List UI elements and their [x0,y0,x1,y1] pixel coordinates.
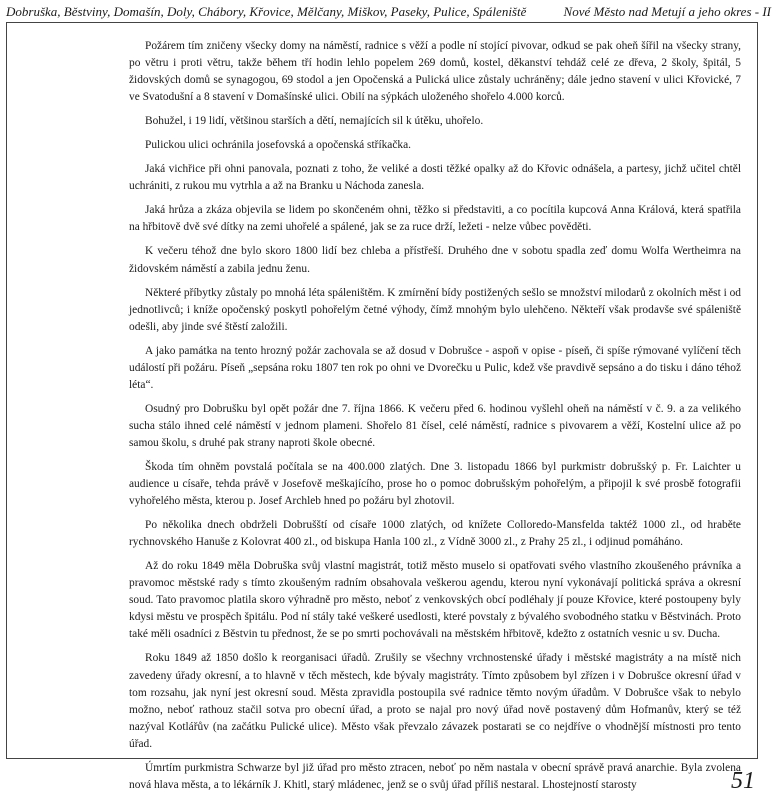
paragraph-3: Pulickou ulici ochránila josefovská a opočenská stříkačka. [145,139,412,152]
paragraph-5: Jaká hrůza a zkáza objevila se lidem po skončeném ohni, těžko si představiti, a co pocítila kupcová Anna Králová, která spatřila na hřbitově dvě své dítky na zemi uhořelé a spálené, jak se za ruce drží, ležeti - nelze vůbec pověděti. [129,204,741,234]
paragraph-4: Jaká vichřice při ohni panovala, poznati z toho, že veliké a dosti těžké opalky až do Křovic odnášela, a partesy, jichž učitel chtěl uchrániti, z rukou mu vytrhla a až na Branku u Náchoda zanesla. [129,163,741,193]
paragraph-9: Osudný pro Dobrušku byl opět požár dne 7. října 1866. K večeru před 6. hodinou vyšlehl oheň na náměstí v č. 9. a za velikého sucha stálo ihned celé náměstí v jednom plameni. Shořelo 81 čísel, celé náměstí, radnice s pivovarem a věží, Kostelní ulice až po samou školu, s druhé pak strany naproti škole obecné. [129,402,741,449]
paragraph-2: Bohužel, i 19 lidí, většinou starších a dětí, nemajících sil k útěku, uhořelo. [145,115,484,128]
paragraph-1: Požárem tím zničeny všecky domy na náměstí, radnice s věží a podle ní stojící pivovar, odkud se pak oheň šířil na všecky strany, po větru i proti větru, takže během tří hodin lehlo popelem 269 domů, kostel, děkanství tehdáž celé ze dřeva, 2 školy, špitál, 5 židovských domů se synagogou, 69 stodol a jen Opočenská a Pulická ulice zůstaly uchráněny; dále jedno stavení v ulici Křovické, 7 ve Svatodušní a 8 stavení v Domašínské ulici. Obilí na sýpkách uloženého shořelo 4.000 korců. [129,40,741,104]
body-text [129,38,741,801]
page-number: 51 [731,768,755,794]
paragraph-11: Po několika dnech obdrželi Dobrušští od císaře 1000 zlatých, od knížete Colloredo-Mansfelda taktéž 1000 zl., od hraběte rychnovského Hanuše z Kolovrat 400 zl., od biskupa Hanla 100 zl., z Vídně 3000 zl., z Prahy 25 zl., i odjinud pomáháno. [129,519,741,549]
running-head [6,3,771,21]
running-head-left: Dobruška, Běstviny, Domašín, Doly, Chábory, Křovice, Mělčany, Miškov, Paseky, Pulice, Spáleniště [6,4,527,19]
running-head-right: Nové Město nad Metují a jeho okres - II [563,4,771,19]
paragraph-6: K večeru téhož dne bylo skoro 1800 lidí bez chleba a přístřeší. Druhého dne v sobotu spadla zeď domu Wolfa Wertheimra na židovském náměstí a zabila jednu ženu. [129,245,741,275]
paragraph-14: Úmrtím purkmistra Schwarze byl již úřad pro město ztracen, neboť po něm nastala v obecní správě pravá anarchie. Byla zvolena nová hlava města, a to lékárník J. Khitl, starý mládenec, jenž se o svůj úřad příliš nestaral. Lhostejností starosty [129,761,741,791]
paragraph-8: A jako památka na tento hrozný požár zachovala se až dosud v Dobrušce - aspoň v opise - píseň, či spíše rýmované vylíčení těch událostí při požáru. Píseň „sepsána roku 1807 ten rok po ohni ve Dvorečku u Pulic, kdež vše pravdivě sepsáno a do tisku i dáno téhož léta“. [129,344,741,391]
paragraph-10: Škoda tím ohněm povstalá počítala se na 400.000 zlatých. Dne 3. listopadu 1866 byl purkmistr dobrušský p. Fr. Laichter u audience u císaře, tehda právě v Josefově meškajícího, prose ho o pomoc dobrušským pohořelým, a připojil k své prosbě fotografii vyhořelého města, kterou p. Josef Archleb hned po požáru byl zhotovil. [129,460,741,508]
paragraph-13: Roku 1849 až 1850 došlo k reorganisaci úřadů. Zrušily se všechny vrchnostenské úřady i městské magistráty a na místě nich zavedeny úřady okresní, a to hlavně v těch městech, kde bývaly magistráty. Tímto způsobem byl zřízen i v Dobrušce okresní úřad v tom rozsahu, jak nyní jest okresní soud. Města zpravidla postoupila své radnice těmto novým úřadům. V Dobrušce však to nebylo možno, neboť rathouz stačil sotva pro obecní úřad, a proto se najal pro nový úřad nově postavený dům Hofmanův, který se též nazýval Kotlářův (na začátku Pulické ulice). Město však převzalo závazek postarati se co nejdříve o vhodnější místnosti pro tento úřad. [129,652,741,750]
paragraph-12: Až do roku 1849 měla Dobruška svůj vlastní magistrát, totiž město muselo si opatřovati svého vlastního zkoušeného právníka a pravomoc městské rady s tímto zkoušeným radním obsahovala veškerou agendu, kterou nyní vykonávají politická správa a okresní soud. Tato pravomoc platila skoro výhradně pro město, neboť z venkovských obcí podléhaly jí pouze Křovice, které postoupeny byly kdysi městu ve prospěch špitálu. Pod ní stály také veškeré usedlosti, které povstaly z bývalého svobodného statku v Běstvinách. Proto také měli osadníci z Běstvin tu přednost, že se po smrti pochovávali na městském hřbitově, kdežto z ostatních vesnic u sv. Ducha. [129,560,741,641]
paragraph-7: Některé příbytky zůstaly po mnohá léta spáleništěm. K zmírnění bídy postižených sešlo se množství milodarů z okolních měst i od jednotlivců; i kníže opočenský poskytl pohořelým četné výhody, čímž mnohým bylo ulehčeno. Někteří však prodavše své spáleniště odešli, aby jinde své štěstí založili. [129,286,741,333]
